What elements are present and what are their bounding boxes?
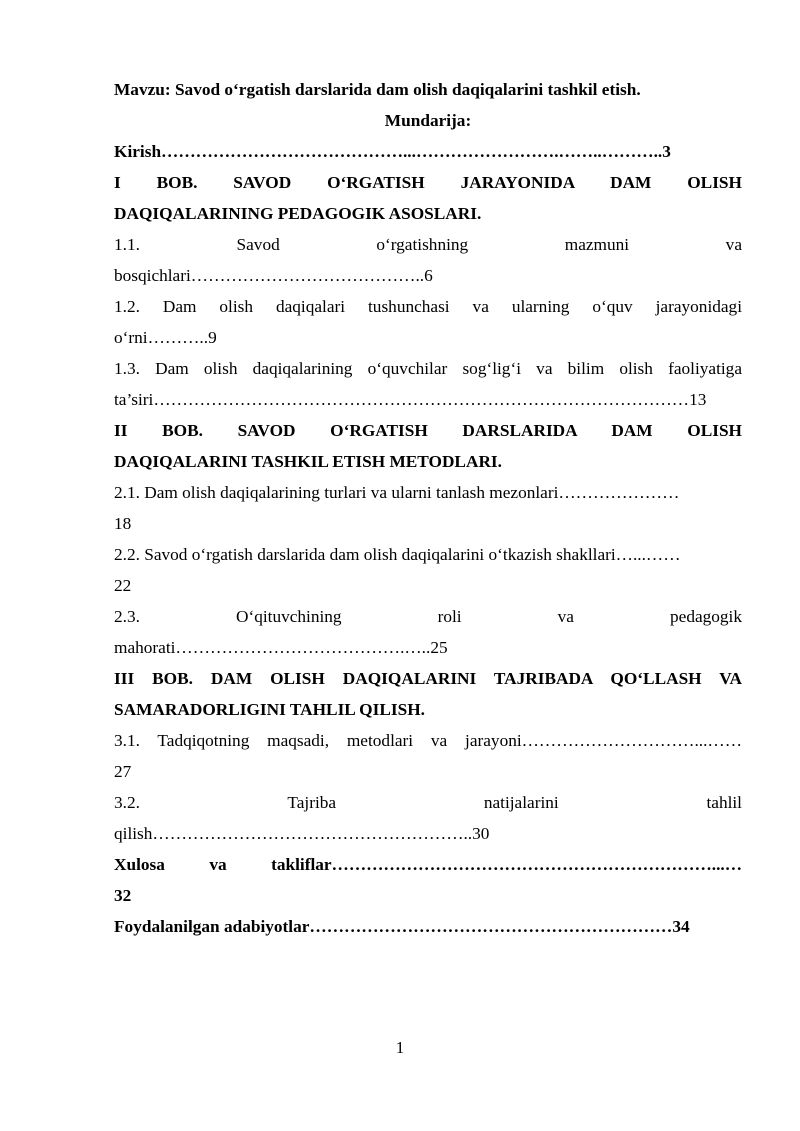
toc-line: 27	[114, 762, 132, 781]
toc-line: 2.2. Savod o‘rgatish darslarida dam olish daqiqalarini o‘tkazish shakllari…...……	[114, 545, 681, 564]
toc-line: DAQIQALARINING PEDAGOGIK ASOSLARI.	[114, 204, 482, 223]
toc-line: 1.1. Savod o‘rgatishning mazmuni va	[114, 235, 742, 254]
toc-line: SAMARADORLIGINI TAHLIL QILISH.	[114, 700, 425, 719]
toc-line: 32	[114, 886, 132, 905]
contents-heading: Mundarija:	[384, 111, 472, 130]
toc-line: 3.2. Tajriba natijalarini tahlil	[114, 793, 742, 812]
document-topic: Mavzu: Savod o‘rgatish darslarida dam olish daqiqalarini tashkil etish.	[114, 80, 641, 99]
table-of-contents	[114, 136, 742, 942]
toc-line: bosqichlari…………………………………..6	[114, 266, 433, 285]
toc-line: Kirish……………………………………...…………………….……..………..3	[114, 142, 671, 161]
toc-line: I BOB. SAVOD O‘RGATISH JARAYONIDA DAM OLISH	[114, 173, 742, 192]
toc-line: 18	[114, 514, 132, 533]
toc-line: Foydalanilgan adabiyotlar………………………………………………………34	[114, 917, 690, 936]
document-page	[114, 68, 742, 942]
toc-line: DAQIQALARINI TASHKIL ETISH METODLARI.	[114, 452, 502, 471]
toc-line: III BOB. DAM OLISH DAQIQALARINI TAJRIBADA QO‘LLASH VA	[114, 669, 742, 688]
toc-line: ta’siri…………………………………………………………………………………13	[114, 390, 707, 409]
toc-line: 2.3. O‘qituvchining roli va pedagogik	[114, 607, 742, 626]
toc-line: Xulosa va takliflar…………………………………………………………...…	[114, 855, 742, 874]
toc-line: II BOB. SAVOD O‘RGATISH DARSLARIDA DAM OLISH	[114, 421, 742, 440]
toc-line: 2.1. Dam olish daqiqalarining turlari va ularni tanlash mezonlari…………………	[114, 483, 680, 502]
toc-line: 1.3. Dam olish daqiqalarining o‘quvchilar sog‘lig‘i va bilim olish faoliyatiga	[114, 359, 742, 378]
toc-line: o‘rni………..9	[114, 328, 217, 347]
toc-line: qilish………………………………………………..30	[114, 824, 490, 843]
toc-line: 3.1. Tadqiqotning maqsadi, metodlari va jarayoni…………………………...……	[114, 731, 742, 750]
page-number: 1	[395, 1038, 405, 1057]
toc-line: mahorati………………………………….…..25	[114, 638, 448, 657]
toc-line: 1.2. Dam olish daqiqalari tushunchasi va ularning o‘quv jarayonidagi	[114, 297, 742, 316]
toc-line: 22	[114, 576, 132, 595]
